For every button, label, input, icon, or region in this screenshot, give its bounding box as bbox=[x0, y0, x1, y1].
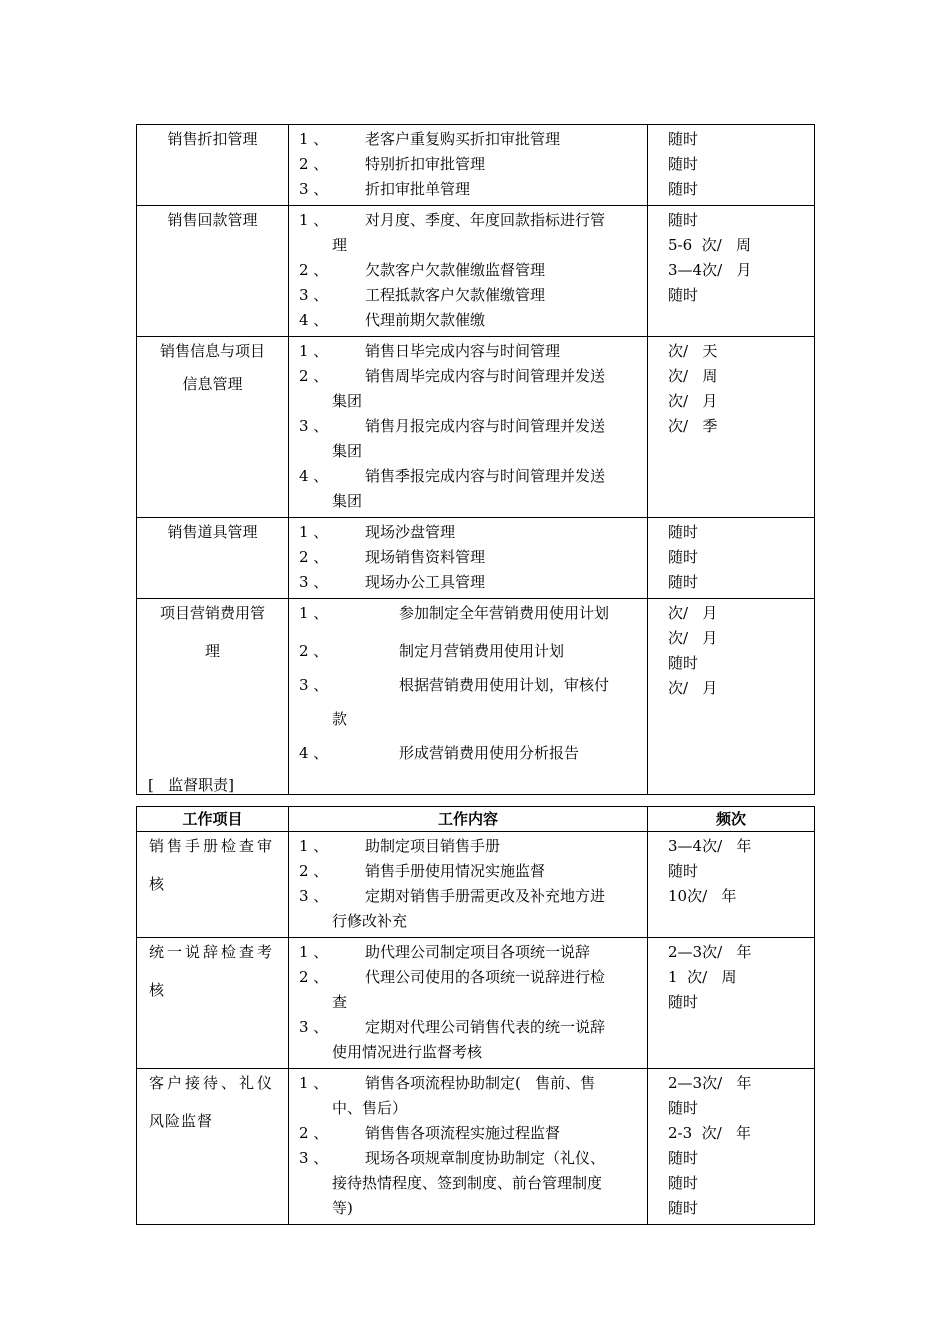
frequency-value: 随时 bbox=[668, 1199, 699, 1217]
list-item bbox=[293, 634, 643, 668]
item-number: 1 、 bbox=[299, 342, 329, 360]
item-text: 形成营销费用使用分析报告 bbox=[399, 744, 580, 762]
item-number: 3 、 bbox=[299, 676, 329, 694]
item-number: 2 、 bbox=[299, 862, 329, 880]
frequency-value: 随时 bbox=[668, 573, 699, 591]
table-row bbox=[137, 599, 815, 795]
list-item bbox=[293, 1040, 643, 1065]
category-line: 统一说辞检查考 bbox=[149, 943, 276, 961]
list-item bbox=[293, 258, 643, 283]
frequency-value: 随时 bbox=[668, 130, 699, 148]
list-item bbox=[293, 834, 643, 859]
list-item bbox=[293, 702, 643, 736]
frequency-cell bbox=[648, 938, 815, 1069]
item-text-continued: 集团 bbox=[332, 392, 363, 410]
item-text: 定期对销售手册需更改及补充地方进 bbox=[365, 887, 606, 905]
category-line: 理 bbox=[204, 642, 220, 660]
content-cell bbox=[289, 337, 648, 518]
category-cell: 销售回款管理 bbox=[137, 206, 289, 337]
item-text-continued: 款 bbox=[332, 710, 348, 728]
item-text: 销售各项流程协助制定( 售前、售 bbox=[365, 1074, 596, 1092]
frequency-value: 次/ 月 bbox=[668, 392, 718, 410]
frequency-value: 随时 bbox=[668, 993, 699, 1011]
list-item bbox=[293, 364, 643, 389]
list-item bbox=[293, 884, 643, 909]
item-text: 代理公司使用的各项统一说辞进行检 bbox=[365, 968, 606, 986]
item-text: 代理前期欠款催缴 bbox=[365, 311, 486, 329]
frequency-value: 次/ 月 bbox=[668, 679, 718, 697]
frequency-value: 3—4次/ 月 bbox=[668, 261, 752, 279]
frequency-value: 次/ 月 bbox=[668, 629, 718, 647]
frequency-value: 10次/ 年 bbox=[668, 887, 737, 905]
item-number: 1 、 bbox=[299, 837, 329, 855]
duty-table-2-header bbox=[137, 807, 815, 832]
category-cell: 销售道具管理 bbox=[137, 518, 289, 599]
frequency-value: 随时 bbox=[668, 180, 699, 198]
item-text: 现场销售资料管理 bbox=[365, 548, 486, 566]
category-cell bbox=[137, 599, 289, 795]
item-number: 2 、 bbox=[299, 261, 329, 279]
content-cell bbox=[289, 832, 648, 938]
item-text: 助代理公司制定项目各项统一说辞 bbox=[365, 943, 591, 961]
duty-table-2 bbox=[136, 806, 815, 1225]
item-number: 4 、 bbox=[299, 744, 329, 762]
frequency-value: 随时 bbox=[668, 155, 699, 173]
item-text: 欠款客户欠款催缴监督管理 bbox=[365, 261, 546, 279]
item-number: 1 、 bbox=[299, 523, 329, 541]
item-text: 销售日毕完成内容与时间管理 bbox=[365, 342, 561, 360]
list-item bbox=[293, 940, 643, 965]
category-line: 客户接待、礼仪 bbox=[149, 1074, 276, 1092]
list-item bbox=[293, 1146, 643, 1171]
item-number: 3 、 bbox=[299, 286, 329, 304]
item-text: 定期对代理公司销售代表的统一说辞 bbox=[365, 1018, 606, 1036]
table-row bbox=[137, 938, 815, 1069]
category-line: 项目营销费用管 bbox=[159, 604, 265, 622]
list-item bbox=[293, 308, 643, 333]
item-text: 销售月报完成内容与时间管理并发送 bbox=[365, 417, 606, 435]
list-item bbox=[293, 570, 643, 595]
frequency-cell bbox=[648, 518, 815, 599]
category-cell: 销售折扣管理 bbox=[137, 125, 289, 206]
content-cell bbox=[289, 206, 648, 337]
frequency-cell bbox=[648, 337, 815, 518]
item-text: 折扣审批单管理 bbox=[365, 180, 471, 198]
list-item bbox=[293, 1096, 643, 1121]
frequency-value: 随时 bbox=[668, 1099, 699, 1117]
duty-table-1 bbox=[136, 124, 815, 795]
table-row bbox=[137, 337, 815, 518]
item-number: 1 、 bbox=[299, 1074, 329, 1092]
frequency-cell bbox=[648, 832, 815, 938]
content-cell bbox=[289, 125, 648, 206]
frequency-value: 次/ 月 bbox=[668, 604, 718, 622]
item-number: 2 、 bbox=[299, 155, 329, 173]
category-cell bbox=[137, 832, 289, 938]
frequency-cell bbox=[648, 599, 815, 795]
item-text-continued: 理 bbox=[332, 236, 348, 254]
item-number: 1 、 bbox=[299, 604, 329, 622]
item-number: 1 、 bbox=[299, 943, 329, 961]
header-row bbox=[137, 807, 815, 832]
frequency-value: 2—3次/ 年 bbox=[668, 1074, 752, 1092]
item-number: 3 、 bbox=[299, 1149, 329, 1167]
category-line: 风险监督 bbox=[149, 1112, 214, 1130]
list-item bbox=[293, 736, 643, 770]
item-text: 对月度、季度、年度回款指标进行管 bbox=[365, 211, 606, 229]
column-header: 工作内容 bbox=[289, 807, 648, 832]
list-item bbox=[293, 668, 643, 702]
list-item bbox=[293, 414, 643, 439]
list-item bbox=[293, 520, 643, 545]
item-text-continued: 行修改补充 bbox=[332, 912, 408, 930]
item-text: 现场办公工具管理 bbox=[365, 573, 486, 591]
list-item bbox=[293, 1196, 643, 1221]
list-item bbox=[293, 177, 643, 202]
list-item bbox=[293, 859, 643, 884]
frequency-value: 随时 bbox=[668, 523, 699, 541]
table-row bbox=[137, 832, 815, 938]
list-item bbox=[293, 464, 643, 489]
item-text-continued: 集团 bbox=[332, 442, 363, 460]
item-text: 销售周毕完成内容与时间管理并发送 bbox=[365, 367, 606, 385]
duty-table-1-body bbox=[137, 125, 815, 795]
list-item bbox=[293, 233, 643, 258]
item-number: 1 、 bbox=[299, 130, 329, 148]
frequency-value: 随时 bbox=[668, 654, 699, 672]
category-cell bbox=[137, 1069, 289, 1225]
frequency-value: 次/ 季 bbox=[668, 417, 718, 435]
category-cell bbox=[137, 337, 289, 518]
item-text: 特别折扣审批管理 bbox=[365, 155, 486, 173]
list-item bbox=[293, 339, 643, 364]
list-item bbox=[293, 208, 643, 233]
frequency-value: 次/ 天 bbox=[668, 342, 718, 360]
item-text-continued: 中、售后） bbox=[332, 1099, 408, 1117]
list-item bbox=[293, 1171, 643, 1196]
list-item bbox=[293, 152, 643, 177]
item-number: 3 、 bbox=[299, 1018, 329, 1036]
item-number: 3 、 bbox=[299, 887, 329, 905]
category-cell bbox=[137, 938, 289, 1069]
item-text: 销售手册使用情况实施监督 bbox=[365, 862, 546, 880]
item-text: 老客户重复购买折扣审批管理 bbox=[365, 130, 561, 148]
item-text: 助制定项目销售手册 bbox=[365, 837, 501, 855]
frequency-cell bbox=[648, 206, 815, 337]
item-text: 制定月营销费用使用计划 bbox=[399, 642, 565, 660]
item-number: 3 、 bbox=[299, 180, 329, 198]
table-row bbox=[137, 206, 815, 337]
item-text: 现场各项规章制度协助制定（礼仪、 bbox=[365, 1149, 606, 1167]
list-item bbox=[293, 990, 643, 1015]
category-line: 信息管理 bbox=[182, 375, 243, 393]
list-item bbox=[293, 1121, 643, 1146]
frequency-value: 随时 bbox=[668, 211, 699, 229]
list-item bbox=[293, 489, 643, 514]
item-text-continued: 集团 bbox=[332, 492, 363, 510]
content-cell bbox=[289, 938, 648, 1069]
category-line: 核 bbox=[149, 875, 168, 893]
item-number: 4 、 bbox=[299, 311, 329, 329]
column-header: 工作项目 bbox=[137, 807, 289, 832]
frequency-value: 随时 bbox=[668, 1149, 699, 1167]
item-text-continued: 等) bbox=[332, 1199, 353, 1217]
list-item bbox=[293, 439, 643, 464]
list-item bbox=[293, 965, 643, 990]
frequency-value: 次/ 周 bbox=[668, 367, 718, 385]
item-text: 参加制定全年营销费用使用计划 bbox=[399, 604, 610, 622]
list-item bbox=[293, 1071, 643, 1096]
item-number: 2 、 bbox=[299, 367, 329, 385]
table-row bbox=[137, 1069, 815, 1225]
item-text: 根据营销费用使用计划，审核付 bbox=[399, 676, 610, 694]
frequency-value: 1 次/ 周 bbox=[668, 968, 737, 986]
table-row bbox=[137, 125, 815, 206]
item-number: 4 、 bbox=[299, 467, 329, 485]
list-item bbox=[293, 127, 643, 152]
item-text: 销售季报完成内容与时间管理并发送 bbox=[365, 467, 606, 485]
item-number: 2 、 bbox=[299, 968, 329, 986]
section-heading: [ 监督职责] bbox=[148, 776, 235, 794]
category-line: 核 bbox=[149, 981, 168, 999]
duty-table-2-body bbox=[137, 832, 815, 1225]
content-cell bbox=[289, 1069, 648, 1225]
frequency-value: 随时 bbox=[668, 286, 699, 304]
item-text-continued: 查 bbox=[332, 993, 348, 1011]
frequency-cell bbox=[648, 1069, 815, 1225]
item-number: 1 、 bbox=[299, 211, 329, 229]
item-text-continued: 使用情况进行监督考核 bbox=[332, 1043, 483, 1061]
list-item bbox=[293, 389, 643, 414]
frequency-value: 随时 bbox=[668, 1174, 699, 1192]
content-cell bbox=[289, 518, 648, 599]
frequency-value: 3—4次/ 年 bbox=[668, 837, 752, 855]
frequency-value: 2-3 次/ 年 bbox=[668, 1124, 752, 1142]
frequency-value: 5-6 次/ 周 bbox=[668, 236, 752, 254]
item-text: 销售售各项流程实施过程监督 bbox=[365, 1124, 561, 1142]
frequency-value: 随时 bbox=[668, 548, 699, 566]
content-cell bbox=[289, 599, 648, 795]
table-row bbox=[137, 518, 815, 599]
category-line: 销售手册检查审 bbox=[149, 837, 276, 855]
frequency-value: 2—3次/ 年 bbox=[668, 943, 752, 961]
list-item bbox=[293, 1015, 643, 1040]
frequency-cell bbox=[648, 125, 815, 206]
item-text: 工程抵款客户欠款催缴管理 bbox=[365, 286, 546, 304]
list-item bbox=[293, 601, 643, 634]
item-number: 2 、 bbox=[299, 548, 329, 566]
list-item bbox=[293, 545, 643, 570]
item-text: 现场沙盘管理 bbox=[365, 523, 456, 541]
item-number: 3 、 bbox=[299, 573, 329, 591]
item-number: 2 、 bbox=[299, 642, 329, 660]
item-text-continued: 接待热情程度、签到制度、前台管理制度 bbox=[332, 1174, 603, 1192]
item-number: 2 、 bbox=[299, 1124, 329, 1142]
item-number: 3 、 bbox=[299, 417, 329, 435]
list-item bbox=[293, 283, 643, 308]
column-header: 频次 bbox=[648, 807, 815, 832]
frequency-value: 随时 bbox=[668, 862, 699, 880]
category-line: 销售信息与项目 bbox=[159, 342, 265, 360]
list-item bbox=[293, 909, 643, 934]
